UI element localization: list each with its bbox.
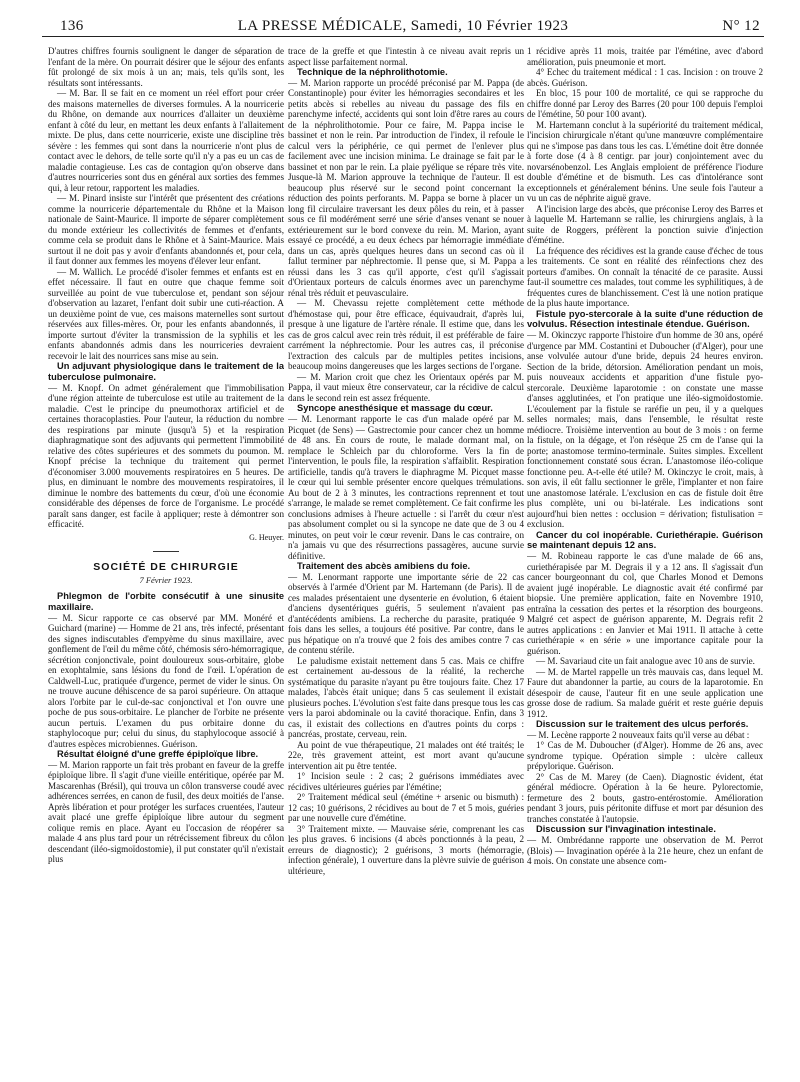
section-heading: Phlegmon de l'orbite consécutif à une sinusite maxillaire. [48,591,284,612]
paragraph: — M. Lenormant rapporte une importante série de 22 cas observés à l'armée d'Orient par M. Hartemann (de Paris). Il de ces malades présentaient une dysenterie en évolution, 6 étaient d'anciens dysentériques guéris, 5 seulement n'avaient pas d'antécédents amibiens. La recherche du parasite, pratiquée 9 fois dans les selles, a toujours été positive. Par contre, dans le pus hépatique on n'a trouvé que 2 fois des amibes contre 7 cas de contenu stérile. [288,571,524,656]
paragraph: 2° Cas de M. Marey (de Caen). Diagnostic évident, état général médiocre. Opération à la 6e heure. Pylorectomie, fermeture des 2 bouts, gastro-entérostomie. Amélioration pendant 3 jours, puis péritonite diffuse et mort par désunion des tranches constatée à l'autopsie. [527,771,763,824]
section-heading: Technique de la néphrolithotomie. [297,67,448,77]
column-middle [288,46,524,1076]
paragraph: M. Hartemann conclut à la supériorité du traitement médical, l'incision chirurgicale n'étant qu'une manœuvre complémentaire qui ne s'impose pas dans tous les cas. L'émétine doit être donnée à forte dose (4 à 8 centigr. par jour) conjointement avec du novarsénobenzol. Les Anglais emploient de préférence l'iodure double d'émétine et de bismuth. Les cas d'intolérance sont exceptionnels et généralement bénins. Une seule fois l'auteur a vu un cas de néphrite aiguë grave. [527,119,763,203]
paragraph: — M. Bar. Il se fait en ce moment un réel effort pour créer des maisons maternelles de diverses formules. A la nourricerie du Rhône, on demande aux nourrices d'allaiter un deuxième enfant à côté du leur, en mettant les deux enfants à l'allaitement mixte. De plus, dans cette nourricerie, existe une discipline très sévère : les femmes qui sont dans la nourricerie n'ont plus de contact avec le dehors, de telle sorte qu'il n'y a pas eu un cas de maladie contagieuse. Les cas de contagion qu'on observe dans d'autres nourriceries sont dus en général aux sorties des femmes qui, à leur retour, rapportent les maladies. [48,88,284,193]
paragraph: — M. Pinard insiste sur l'intérêt que présentent des créations comme la nourricerie départementale du Rhône et la Maison nationale de Saint-Maurice. Il importe de séparer complètement du monde extérieur les collectivités de femmes et d'enfants, comme cela se produit dans le Rhône et à Saint-Maurice. Mais surtout il ne doit pas y avoir d'enfants abandonnés et, pour cela, il faut donner aux femmes les moyens d'élever leur enfant. [48,193,284,266]
paragraph: trace de la greffe et que l'intestin à ce niveau avait repris un aspect lisse parfaitement normal. [288,46,524,67]
issue-number: N° 12 [722,18,760,34]
journal-title: LA PRESSE MÉDICALE, Samedi, 10 Février 1923 [237,18,569,34]
paragraph: D'autres chiffres fournis soulignent le danger de séparation de l'enfant de la mère. On pourrait désirer que le séjour des enfants fût prolongé de six mois à un an; mais, tels qu'ils sont, les résultats sont intéressants. [48,46,284,88]
paragraph: — M. Marion rapporte un procédé préconisé par M. Pappa (de Constantinople) pour éviter les hémorragies secondaires et les petits abcès si rebelles au niveau du passage des fils en parenchyme infecté, accidents qui sont loin d'être rares au cours de la néphrolithotomie. Pour ce faire, M. Pappa incise le bassinet et non le rein. Par introduction de l'index, il refoule le calcul vers la périphérie, ce qui permet de l'enlever plus facilement avec une incision minima. Le drainage se fait par le bassinet et non par le rein. La plaie pyélique se répare très vite. Jusque-là M. Marion approuve la technique de l'auteur. Il est beaucoup plus réservé sur le second point concernant la réduction des points perforants. M. Pappa se borne à placer un long fil circulaire traversant les deux pôles du rein, et à passer sous ce fil modérément serré une série d'anses venant se nouer extérieurement sur le bord convexe du rein. M. Marion, ayant essayé ce procédé, a eu deux échecs par hémorragie immédiate dans un cas, après quelques heures dans un second cas où il fallut terminer par néphrectomie. Il pense que, si M. Pappa a réussi dans les 3 cas qu'il apporte, c'est qu'il s'agissait d'Orientaux porteurs de calculs énormes avec un parenchyme rénal très réduit et peuvasculaire. [288,77,524,298]
paragraph: — M. Okinczyc rapporte l'histoire d'un homme de 30 ans, opéré d'urgence par MM. Costantini et Duboucher (d'Alger), pour une anse volvulée autour d'une bride, depuis 24 heures environ. Section de la bride, détorsion. Amélioration pendant un mois, puis nouveaux accidents et apparition d'une fistule pyo-stercorale. Deuxième laparotomie : on constate une masse d'anses agglutinées, et l'on pratique une iléo-sigmoïdostomie. L'écoulement par la fistule se raréfie un peu, il y a quelques selles normales; mais, dans l'ensemble, le résultat reste médiocre. Troisième intervention au bout de 3 mois : on ferme la fistule, on la dégage, et l'on résèque 25 cm de l'anse qui la porte; anastomose termino-terminale. Suites simples. Excellent fonctionnement constaté sous écran. L'anastomose iléo-colique fonctionne peu. A-t-elle été utile? M. Okinczyc le croit, mais, à son avis, il eût fallu sectionner le grêle, l'implanter et non faire une anastomose latérale. L'exclusion en cas de fistule doit être plus complète, uni ou bi-latérale. Les indications sont aujourd'hui bien nettes : occlusion = dérivation; fistulisation = exclusion. [527,330,763,530]
paragraph: — M. Robineau rapporte le cas d'une malade de 66 ans, curiethérapisée par M. Degrais il y a 12 ans. Il s'agissait d'un cancer bourgeonnant du col, que Charles Monod et Demons avaient jugé inopérable. Le diagnostic avait été confirmé par biopsie. Une première application, faite en Novembre 1910, entraîna la cessation des pertes et la résorption des bourgeons. Malgré cet aspect de guérison apparente, M. Degrais refit 2 autres applications : en Janvier et Mai 1911. Il attache à cette curiethérapie « en série » une importance capitale pour la guérison. [527,551,763,656]
paragraph: — M. Chevassu rejette complètement cette méthode d'hémostase qui, pour être efficace, équivaudrait, d'après lui, presque à une ligature de l'artère rénale. Il estime que, dans les cas de gros calcul avec rein très réduit, il est préférable de faire carrément la néphrectomie. Pour les autres cas, il préconise l'extraction des calculs par de multiples petites incisions, beaucoup moins dangereuses que les larges sections de l'organe. [288,298,524,372]
column-right [527,46,763,1076]
column-left [48,46,284,1076]
paragraph: 1° Cas de M. Duboucher (d'Alger). Homme de 26 ans, avec syndrome typique. Opération simple : ulcère calleux prépylorique. Guérison. [527,740,763,772]
paragraph: 4° Echec du traitement médical : 1 cas. Incision : on trouve 2 abcès. Guérison. [527,67,763,88]
paragraph: La fréquence des récidives est la grande cause d'échec de tous les traitements. Ce sont en réalité des réinfections chez des porteurs d'amibes. On connaît la ténacité de ce parasite. Aussi faut-il soumettre ces malades, tout comme les syphilitiques, à de fréquentes cures de blanchissement. C'est là une notion pratique de la plus haute importance. [527,245,763,308]
page-header [42,14,764,37]
paragraph: — M. Lecène rapporte 2 nouveaux faits qu'il verse au débat : [527,729,750,740]
paragraph: — M. Sicur rapporte ce cas observé par MM. Monéré et Guichard (marine) — Homme de 21 ans, très infecté, présentant des signes indiscutables d'empyème du sinus maxillaire, avec gonflement de l'œil du même côté, chémosis séro-hémorragique, sécrétion conjonctivale, point douloureux sous-orbitaire, globe en exophtalmie, sans lésions du fond de l'œil. L'opération de Caldwell-Luc, pratiquée d'urgence, permet de vider le sinus. On ne trouve aucune déhiscence de sa paroi supérieure. On attaque alors l'orbite par le cul-de-sac conjonctival et l'on ouvre une poche de pus sous-orbitaire. Le plancher de l'orbite ne présente aucun pertuis. L'examen du pus orbitaire donne du staphylocoque pur; celui du sinus, du staphylocoque associé à d'autres espèces microbiennes. Guérison. [48,612,284,749]
paragraph: — M. de Martel rappelle un très mauvais cas, dans lequel M. Faure dut abandonner la partie, au cours de la laparotomie. En désespoir de cause, l'auteur fit en une seule application une grosse dose de radium. Sa malade guérit et reste guérie depuis 1912. [527,666,763,719]
paragraph: 1° Incision seule : 2 cas; 2 guérisons immédiates avec récidives ultérieures guéries par l'émétine; [288,771,524,792]
paragraph: A l'incision large des abcès, que préconise Leroy des Barres et à laquelle M. Hartemann se rallie, les chirurgiens anglais, à la suite de Roggers, préfèrent la ponction suivie d'injection d'émétine. [527,203,763,245]
paragraph: — M. Ombrédanne rapporte une observation de M. Perrot (Blois) — Invagination opérée à la 21e heure, chez un enfant de 4 mois. On constate une absence com- [527,835,763,867]
paragraph: — M. Wallich. Le procédé d'isoler femmes et enfants est en effet nécessaire. Il faut en outre que chaque femme soit surveillée au point de vue tuberculose et, pendant son séjour d'observation au lazaret, l'enfant doit subir une cuti-réaction. A un deuxième point de vue, ces maisons maternelles sont surtout réservées aux filles-mères. Or, pour les enfants abandonnés, il importe surtout d'éviter la transmission de la syphilis et les enfants abandonnés admis dans les nourriceries devraient recevoir le lait des nourrices sans mise au sein. [48,266,284,361]
page-number: 136 [60,18,84,34]
divider [153,551,179,552]
paragraph: — M. Savariaud cite un fait analogue avec 10 ans de survie. [536,656,755,667]
society-heading: SOCIÉTÉ DE CHIRURGIE [93,561,239,574]
paragraph: — M. Marion croit que chez les Orientaux opérés par M. Pappa, il vaut mieux être conservateur, car la récidive de calcul dans le second rein est assez fréquente. [288,371,524,403]
session-date: 7 Février 1923. [139,574,193,585]
paragraph: En bloc, 15 pour 100 de mortalité, ce qui se rapproche du chiffre donné par Leroy des Barres (20 pour 100 depuis l'emploi de l'émétine, 50 pour 100 avant). [527,88,763,119]
section-heading: Discussion sur le traitement des ulcus perforés. [536,719,749,730]
paragraph: Le paludisme existait nettement dans 5 cas. Mais ce chiffre est certainement au-dessous de la réalité, la recherche systématique du parasite n'ayant pu être toujours faite. Chez 17 malades, l'abcès était unique; dans 5 cas seulement il existait plusieurs poches. L'évolution s'est faite dans presque tous les cas vers la paroi abdominale ou la cavité thoracique. Enfin, dans 3 cas, il existait des collections en d'autres points du corps : pancréas, prostate, cerveau, rein. [288,655,524,740]
paragraph: Au point de vue thérapeutique, 21 malades ont été traités; le 22e, très gravement atteint, est mort avant qu'aucune intervention ait pu être tentée. [288,739,524,771]
paragraph: — M. Marion rapporte un fait très probant en faveur de la greffe épiploïque libre. Il s'agit d'une vieille entéritique, opérée par M. Mascarenhas (Brésil), qui trouva un côlon transverse coudé avec adhérences serrées, en canon de fusil, des deux moitiés de l'anse. Après libération et pour protéger les surfaces cruentées, l'auteur avait placé une greffe épiploïque libre autour du segment colique remis en place. Ayant eu l'occasion de réopérer sa malade 4 ans plus tard pour un rétrécissement fibreux du côlon descendant (iléo-sigmoïdostomie), il put constater qu'il n'existait plus [48,759,284,865]
author-signature: G. Heuyer. [249,532,284,542]
paragraph: — M. Knopf. On admet généralement que l'immobilisation d'une région atteinte de tuberculose est utile au traitement de la maladie. C'est le principe du pneumothorax artificiel et de certaines thoracoplasties. Pour l'auteur, la réduction du nombre des respirations par minute (jusqu'à 5) et la respiration diaphragmatique sont des adjuvants qui permettent l'immobilité relative des côtes supérieures et des sommets du poumon. M. Knopf précise la technique du traitement qui permet d'économiser 3.000 mouvements respiratoires en 5 heures. De plus, en diminuant le nombre des mouvements respiratoires, il diminue le nombre des battements du cœur, d'où une économie considérable des dépenses de force de l'organisme. Le procédé paraît sans danger, est facile à appliquer; reste à démontrer son efficacité. [48,382,284,530]
section-heading: Fistule pyo-stercorale à la suite d'une réduction de volvulus. Résection intestinale étendue. Guérison. [527,308,763,330]
section-heading: Syncope anesthésique et massage du cœur. [297,403,493,414]
section-heading: Résultat éloigné d'une greffe épiploïque libre. [57,749,259,760]
paragraph: — M. Lenormant rapporte le cas d'un malade opéré par M. Picquet (de Sens) — Gastrectomie pour cancer chez un homme de 48 ans. En cours de route, le malade dormant mal, on remplace le Schleich par du chloroforme. Vers la fin de l'intervention, le pouls file, la respiration s'affaiblit. Respiration artificielle, tandis qu'à travers le diaphragme M. Picquet masse le cœur qui lui semble présenter encore quelques trémulations. Au bout de 2 à 3 minutes, les contractions reprennent et tout s'arrange, le malade se remet complètement. Ce fait confirme les conclusions admises à l'heure actuelle : si l'arrêt du cœur n'est pas absolument complet ou si la syncope ne date que de 3 ou 4 minutes, on peut voir le cœur revenir. Dans le cas contraire, on n'a jamais vu que des résurrections passagères, aucune survie définitive. [288,414,524,561]
section-heading: Un adjuvant physiologique dans le traitement de la tuberculose pulmonaire. [48,361,284,382]
paragraph: 1 récidive après 11 mois, traitée par l'émétine, avec d'abord amélioration, puis pneumonie et mort. [527,46,763,67]
paragraph: 2° Traitement médical seul (émétine + arsenic ou bismuth) : 12 cas; 10 guérisons, 2 récidives au bout de 7 et 5 mois, guéries par une nouvelle cure d'émétine. [288,792,524,824]
section-heading: Traitement des abcès amibiens du foie. [297,561,471,572]
section-heading: Cancer du col inopérable. Curiethérapie. Guérison se maintenant depuis 12 ans. [527,529,763,551]
paragraph: 3° Traitement mixte. — Mauvaise série, comprenant les cas les plus graves. 6 incisions (4 abcès ponctionnés à la peau, 2 erreurs de diagnostic); 2 guérisons, 3 morts (hémorragie, infection générale), 1 ouverture dans la plèvre suivie de guérison ultérieure, [288,823,524,876]
section-heading: Discussion sur l'invagination intestinale. [536,824,716,835]
